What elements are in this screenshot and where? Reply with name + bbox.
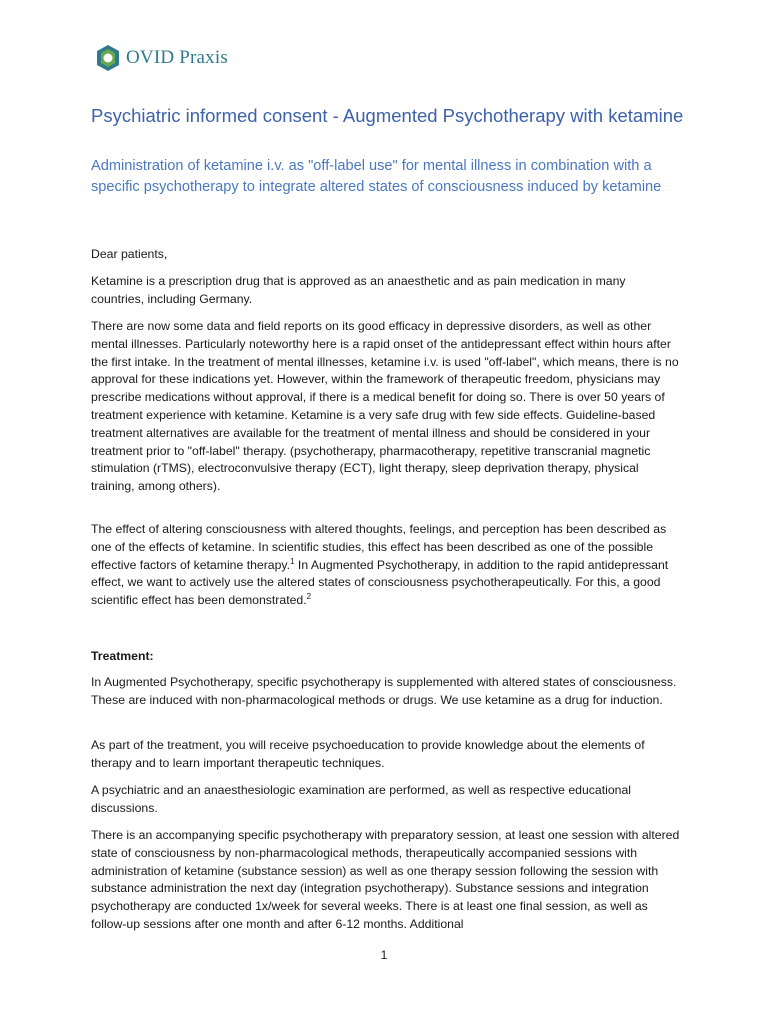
paragraph-treatment-2: As part of the treatment, you will receive psychoeducation to provide knowledge about the elements of therapy and to learn important therapeutic techniques. [91, 738, 645, 770]
logo-text: OVID Praxis [126, 47, 228, 68]
paragraph-efficacy: There are now some data and field reports on its good efficacy in depressive disorders, as well as other mental illnesses. Particularly noteworthy here is a rapid onset of the antidepressant effect within hours after the first intake. In the treatment of mental illnesses, ketamine i.v. is used "off-label", which means, there is no approval for these indications yet. However, within the framework of therapeutic freedom, physicians may prescribe medications without approval, if there is a medical benefit for doing so. There is over 50 years of treatment experience with ketamine. Ketamine is a very safe drug with few side effects. Guideline-based treatment alternatives are available for the treatment of mental illness and should be considered in your treatment prior to "off-label" therapy. (psychotherapy, pharmacotherapy, repetitive transcranial magnetic stimulation (rTMS), electroconvulsive therapy (ECT), light therapy, sleep deprivation therapy, physical training, among others). [91, 319, 679, 494]
page-number: 1 [380, 948, 388, 962]
paragraph-treatment-4: There is an accompanying specific psychotherapy with preparatory session, at least one session with altered state of consciousness by non-pharmacological methods, therapeutically accompanied sessions with administration of ketamine (substance session) as well as one therapy session following the session with substance administration the next day (integration psychotherapy). Substance sessions and integration psychotherapy are conducted 1x/week for several weeks. There is at least one final session, as well as follow-up sessions after one month and after 6-12 months. Additional [91, 828, 680, 931]
treatment-heading: Treatment: [91, 649, 154, 663]
footnote-ref-2[interactable]: 2 [306, 592, 312, 602]
clinic-logo [94, 44, 228, 72]
footnote-ref-1[interactable]: 1 [290, 556, 295, 566]
paragraph-intro: Ketamine is a prescription drug that is approved as an anaesthetic and as pain medication in many countries, including Germany. [91, 274, 626, 306]
document-title: Psychiatric informed consent - Augmented Psychotherapy with ketamine [91, 105, 684, 126]
paragraph-treatment-3: A psychiatric and an anaesthesiologic examination are performed, as well as respective educational discussions. [91, 783, 631, 815]
paragraph-consciousness: The effect of altering consciousness with altered thoughts, feelings, and perception has been described as one of the effects of ketamine. In scientific studies, this effect has been described as one of the possible effective factors of ketamine therapy.$^1$ In Augmented Psychotherapy, in addition to the rapid antidepressant effect, we want to actively use the altered states of consciousness psychotherapeutically. For this, a good scientific effect has been demonstrated.$^2$ [91, 522, 669, 608]
paragraph-treatment-1: In Augmented Psychotherapy, specific psychotherapy is supplemented with altered states of consciousness. These are induced with non-pharmacological methods or drugs. We use ketamine as a drug for induction. [91, 675, 677, 707]
salutation: Dear patients, [91, 247, 168, 261]
hexagon-logo-icon [94, 44, 122, 72]
document-subtitle: Administration of ketamine i.v. as "off-label use" for mental illness in combination with a specific psychotherapy to integrate altered states of consciousness induced by ketamine [91, 158, 662, 195]
